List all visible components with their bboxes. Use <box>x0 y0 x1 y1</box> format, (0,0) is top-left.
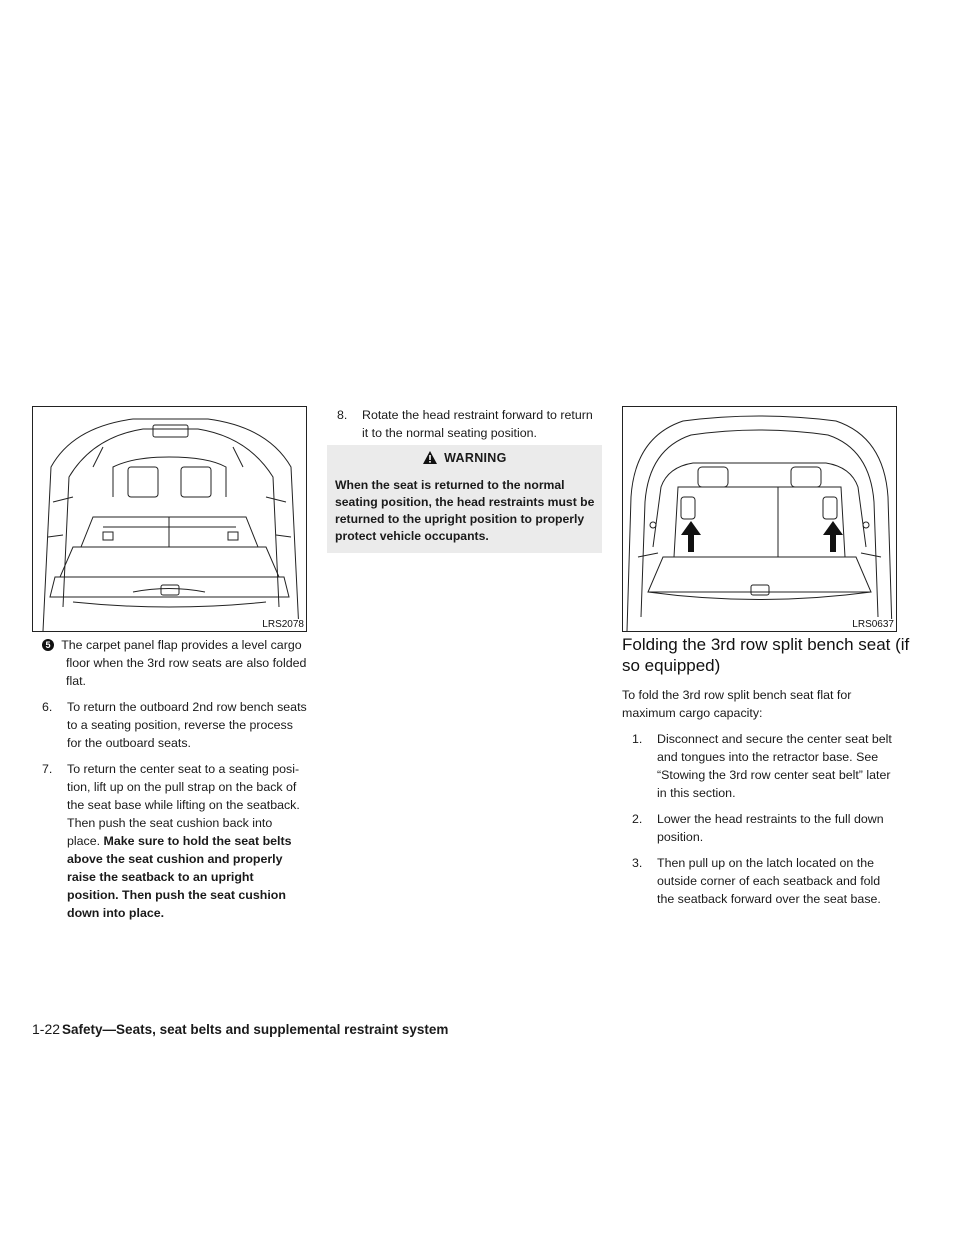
section-heading: Folding the 3rd row split bench seat (if so equipped) <box>622 635 910 675</box>
list-item <box>327 406 602 442</box>
figure-code: LRS2078 <box>258 619 306 631</box>
item-number: 3. <box>632 856 643 870</box>
chapter-title: Safety—Seats, seat belts and supplemental restraint system <box>62 1022 449 1037</box>
third-row-seat-illustration <box>622 406 897 632</box>
list-item <box>32 636 307 690</box>
intro-text: To fold the 3rd row split bench seat flat for maximum cargo capacity: <box>622 688 852 720</box>
item-bold-text: Make sure to hold the seat belts above the seat cushion and properly raise the seatback to an upright position. Then push the seat cushion down into place. <box>67 834 292 920</box>
warning-title: WARNING <box>444 451 507 465</box>
item-number: 1. <box>632 732 643 746</box>
list-item <box>622 854 897 908</box>
list-item <box>32 698 307 752</box>
item-number: 8. <box>337 408 348 422</box>
cargo-interior-drawing <box>33 407 306 631</box>
left-column <box>32 636 307 930</box>
page-footer <box>32 1020 448 1039</box>
figure-code: LRS0637 <box>848 619 896 631</box>
warning-icon <box>422 450 438 465</box>
page-number: 1-22 <box>32 1021 61 1037</box>
warning-text: When the seat is returned to the normal seating position, the head restraints must be returned to the upright position to properly protect vehicle occupants. <box>335 478 595 543</box>
middle-column <box>327 406 602 450</box>
item-text: Then pull up on the latch located on the outside corner of each seatback and fold the seatback forward over the seat base. <box>657 856 881 906</box>
list-item <box>622 810 897 846</box>
item-text: The carpet panel flap provides a level cargo floor when the 3rd row seats are also folded flat. <box>61 638 307 688</box>
list-item <box>622 730 897 802</box>
item-text: To return the center seat to a seating posi- tion, lift up on the pull strap on the back of the seat base while lifting on the seatback. Then push the seat cushion back into place. <box>67 762 300 848</box>
item-text: Disconnect and secure the center seat belt and tongues into the retractor base. See “Stowing the 3rd row center seat belt” later in this section. <box>657 732 892 800</box>
cargo-floor-illustration <box>32 406 307 632</box>
item-number: 2. <box>632 812 643 826</box>
item-text: Rotate the head restraint forward to return it to the normal seating position. <box>362 408 593 440</box>
warning-header <box>327 445 602 471</box>
step-marker-icon: 5 <box>42 639 54 651</box>
list-item <box>32 760 307 922</box>
item-text: To return the outboard 2nd row bench seats to a seating position, reverse the process for the outboard seats. <box>67 700 307 750</box>
item-number: 7. <box>42 762 53 776</box>
right-column <box>622 686 897 916</box>
item-text: Lower the head restraints to the full down position. <box>657 812 884 844</box>
item-number: 6. <box>42 700 53 714</box>
warning-box <box>327 445 602 553</box>
third-row-drawing <box>623 407 896 631</box>
